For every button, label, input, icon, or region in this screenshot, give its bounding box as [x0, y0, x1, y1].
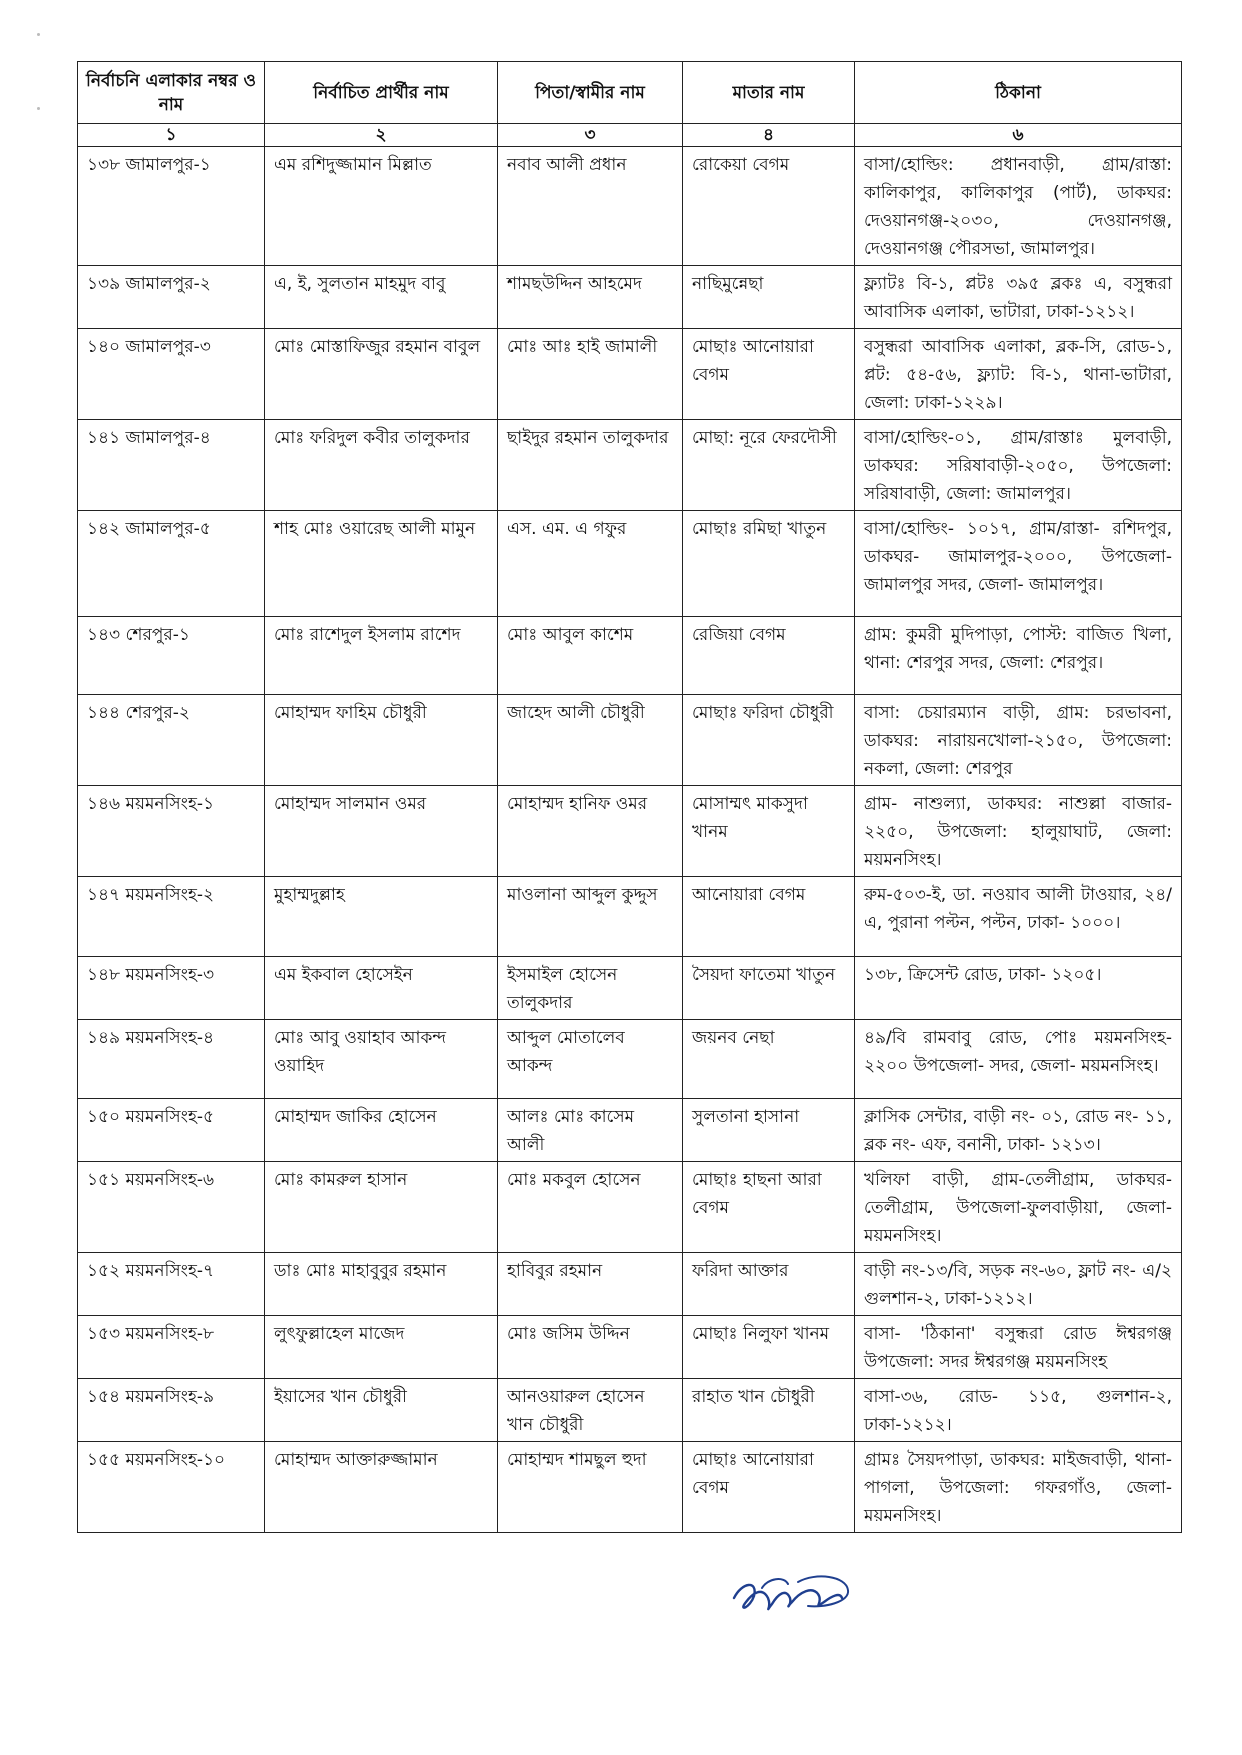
address-cell: বাসা- 'ঠিকানা' বসুন্ধরা রোড ঈশ্বরগঞ্জ উপজেলা: সদর ঈশ্বরগঞ্জ ময়মনসিংহ: [855, 1316, 1182, 1379]
candidate-name-cell: এম ইকবাল হোসেইন: [265, 957, 498, 1020]
address-cell: ১৩৮, ক্রিসেন্ট রোড, ঢাকা- ১২০৫।: [855, 957, 1182, 1020]
column-number: ১: [78, 124, 265, 147]
candidate-name-cell: মোঃ ফরিদুল কবীর তালুকদার: [265, 420, 498, 511]
candidate-name-cell: মোঃ রাশেদুল ইসলাম রাশেদ: [265, 617, 498, 695]
constituency-cell: ১৪২ জামালপুর-৫: [78, 511, 265, 617]
mother-name-cell: মোছাঃ রমিছা খাতুন: [683, 511, 855, 617]
candidate-name-cell: শাহ মোঃ ওয়ারেছ আলী মামুন: [265, 511, 498, 617]
table-row: [78, 329, 1182, 420]
constituency-cell: ১৪৬ ময়মনসিংহ-১: [78, 786, 265, 877]
candidate-name-cell: মোহাম্মদ আক্তারুজ্জামান: [265, 1442, 498, 1533]
table-row: [78, 617, 1182, 695]
header-address: ঠিকানা: [855, 62, 1182, 124]
constituency-cell: ১৫৪ ময়মনসিংহ-৯: [78, 1379, 265, 1442]
constituency-cell: ১৪৭ ময়মনসিংহ-২: [78, 877, 265, 957]
header-constituency: নির্বাচনি এলাকার নম্বর ও নাম: [78, 62, 265, 124]
address-cell: ক্লাসিক সেন্টার, বাড়ী নং- ০১, রোড নং- ১১, ব্লক নং- এফ, বনানী, ঢাকা- ১২১৩।: [855, 1099, 1182, 1162]
mother-name-cell: মোসাম্মৎ মাকসুদা খানম: [683, 786, 855, 877]
table-header: [78, 62, 1182, 147]
father-husband-name-cell: নবাব আলী প্রধান: [498, 147, 683, 266]
mother-name-cell: রেজিয়া বেগম: [683, 617, 855, 695]
table-row: [78, 695, 1182, 786]
address-cell: বাসা-৩৬, রোড- ১১৫, গুলশান-২, ঢাকা-১২১২।: [855, 1379, 1182, 1442]
father-husband-name-cell: আনওয়ারুল হোসেন খান চৌধুরী: [498, 1379, 683, 1442]
constituency-cell: ১৫১ ময়মনসিংহ-৬: [78, 1162, 265, 1253]
mother-name-cell: আনোয়ারা বেগম: [683, 877, 855, 957]
address-cell: বাসা: চেয়ারম্যান বাড়ী, গ্রাম: চরভাবনা, ডাকঘর: নারায়নখোলা-২১৫০, উপজেলা: নকলা, জেলা: শেরপুর: [855, 695, 1182, 786]
address-cell: গ্রামঃ সৈয়দপাড়া, ডাকঘর: মাইজবাড়ী, থানা- পাগলা, উপজেলা: গফরগাঁও, জেলা-ময়মনসিংহ।: [855, 1442, 1182, 1533]
mother-name-cell: সুলতানা হাসানা: [683, 1099, 855, 1162]
table-row: [78, 1442, 1182, 1533]
father-husband-name-cell: ছাইদুর রহমান তালুকদার: [498, 420, 683, 511]
candidate-name-cell: মোঃ কামরুল হাসান: [265, 1162, 498, 1253]
father-husband-name-cell: আলঃ মোঃ কাসেম আলী: [498, 1099, 683, 1162]
mother-name-cell: জয়নব নেছা: [683, 1020, 855, 1099]
mother-name-cell: ফরিদা আক্তার: [683, 1253, 855, 1316]
mother-name-cell: মোছাঃ ফরিদা চৌধুরী: [683, 695, 855, 786]
mother-name-cell: রোকেয়া বেগম: [683, 147, 855, 266]
candidate-name-cell: ডাঃ মোঃ মাহাবুবুর রহমান: [265, 1253, 498, 1316]
candidate-name-cell: ইয়াসের খান চৌধুরী: [265, 1379, 498, 1442]
constituency-cell: ১৪৪ শেরপুর-২: [78, 695, 265, 786]
mother-name-cell: মোছা: নূরে ফেরদৌসী: [683, 420, 855, 511]
father-husband-name-cell: এস. এম. এ গফুর: [498, 511, 683, 617]
address-cell: গ্রাম: কুমরী মুদিপাড়া, পোস্ট: বাজিত খিলা, থানা: শেরপুর সদর, জেলা: শেরপুর।: [855, 617, 1182, 695]
constituency-cell: ১৫০ ময়মনসিংহ-৫: [78, 1099, 265, 1162]
table-row: [78, 147, 1182, 266]
candidate-name-cell: মোহাম্মদ ফাহিম চৌধুরী: [265, 695, 498, 786]
address-cell: ফ্ল্যাটঃ বি-১, প্লটঃ ৩৯৫ ব্লকঃ এ, বসুন্ধরা আবাসিক এলাকা, ভাটারা, ঢাকা-১২১২।: [855, 266, 1182, 329]
scan-speck: [37, 107, 40, 110]
table-row: [78, 1379, 1182, 1442]
candidate-name-cell: লুৎফুল্লাহেল মাজেদ: [265, 1316, 498, 1379]
father-husband-name-cell: হাবিবুর রহমান: [498, 1253, 683, 1316]
table-row: [78, 957, 1182, 1020]
constituency-cell: ১৪১ জামালপুর-৪: [78, 420, 265, 511]
header-row: [78, 62, 1182, 124]
father-husband-name-cell: মোঃ আবুল কাশেম: [498, 617, 683, 695]
table-row: [78, 1099, 1182, 1162]
candidate-name-cell: মুহাম্মদুল্লাহ: [265, 877, 498, 957]
father-husband-name-cell: শামছউদ্দিন আহমেদ: [498, 266, 683, 329]
mother-name-cell: রাহাত খান চৌধুরী: [683, 1379, 855, 1442]
father-husband-name-cell: ইসমাইল হোসেন তালুকদার: [498, 957, 683, 1020]
table-row: [78, 1253, 1182, 1316]
handwritten-signature: [728, 1568, 858, 1628]
table-row: [78, 1162, 1182, 1253]
table-row: [78, 511, 1182, 617]
mother-name-cell: মোছাঃ আনোয়ারা বেগম: [683, 1442, 855, 1533]
column-number: ২: [265, 124, 498, 147]
constituency-cell: ১৩৯ জামালপুর-২: [78, 266, 265, 329]
father-husband-name-cell: মোহাম্মদ শামছুল হুদা: [498, 1442, 683, 1533]
table-row: [78, 420, 1182, 511]
table-row: [78, 1316, 1182, 1379]
address-cell: ৪৯/বি রামবাবু রোড, পোঃ ময়মনসিংহ- ২২০০ উপজেলা- সদর, জেলা- ময়মনসিংহ।: [855, 1020, 1182, 1099]
scan-speck: [37, 33, 40, 36]
address-cell: বাসা/হোল্ডিং- ১০১৭, গ্রাম/রাস্তা- রশিদপুর, ডাকঘর- জামালপুর-২০০০, উপজেলা- জামালপুর সদর, জেলা- জামালপুর।: [855, 511, 1182, 617]
table-row: [78, 877, 1182, 957]
table-body: [78, 147, 1182, 1533]
candidate-name-cell: মোহাম্মদ জাকির হোসেন: [265, 1099, 498, 1162]
mother-name-cell: সৈয়দা ফাতেমা খাতুন: [683, 957, 855, 1020]
address-cell: বসুন্ধরা আবাসিক এলাকা, ব্লক-সি, রোড-১, প্লট: ৫৪-৫৬, ফ্ল্যাট: বি-১, থানা-ভাটারা, জেলা: ঢাকা-১২২৯।: [855, 329, 1182, 420]
father-husband-name-cell: মোহাম্মদ হানিফ ওমর: [498, 786, 683, 877]
father-husband-name-cell: জাহেদ আলী চৌধুরী: [498, 695, 683, 786]
constituency-cell: ১৫২ ময়মনসিংহ-৭: [78, 1253, 265, 1316]
address-cell: গ্রাম- নাশুল্যা, ডাকঘর: নাশুল্লা বাজার- ২২৫০, উপজেলা: হালুয়াঘাট, জেলা: ময়মনসিংহ।: [855, 786, 1182, 877]
father-husband-name-cell: মোঃ জসিম উদ্দিন: [498, 1316, 683, 1379]
constituency-cell: ১৫৩ ময়মনসিংহ-৮: [78, 1316, 265, 1379]
table-row: [78, 786, 1182, 877]
column-number: ৩: [498, 124, 683, 147]
father-husband-name-cell: আব্দুল মোতালেব আকন্দ: [498, 1020, 683, 1099]
constituency-cell: ১৪৩ শেরপুর-১: [78, 617, 265, 695]
address-cell: খলিফা বাড়ী, গ্রাম-তেলীগ্রাম, ডাকঘর- তেলীগ্রাম, উপজেলা-ফুলবাড়ীয়া, জেলা- ময়মনসিংহ।: [855, 1162, 1182, 1253]
header-mother-name: মাতার নাম: [683, 62, 855, 124]
column-number: ৪: [683, 124, 855, 147]
constituency-cell: ১৩৮ জামালপুর-১: [78, 147, 265, 266]
constituency-cell: ১৪০ জামালপুর-৩: [78, 329, 265, 420]
father-husband-name-cell: মোঃ আঃ হাই জামালী: [498, 329, 683, 420]
column-number-row: [78, 124, 1182, 147]
candidate-name-cell: মোঃ আবু ওয়াহাব আকন্দ ওয়াহিদ: [265, 1020, 498, 1099]
candidate-name-cell: এম রশিদুজ্জামান মিল্লাত: [265, 147, 498, 266]
table-row: [78, 1020, 1182, 1099]
table-row: [78, 266, 1182, 329]
mother-name-cell: মোছাঃ আনোয়ারা বেগম: [683, 329, 855, 420]
father-husband-name-cell: মোঃ মকবুল হোসেন: [498, 1162, 683, 1253]
mother-name-cell: মোছাঃ হাছনা আরা বেগম: [683, 1162, 855, 1253]
header-candidate-name: নির্বাচিত প্রার্থীর নাম: [265, 62, 498, 124]
address-cell: বাসা/হোল্ডিং-০১, গ্রাম/রাস্তাঃ মুলবাড়ী, ডাকঘর: সরিষাবাড়ী-২০৫০, উপজেলা: সরিষাবাড়ী, জেলা: জামালপুর।: [855, 420, 1182, 511]
candidate-name-cell: মোহাম্মদ সালমান ওমর: [265, 786, 498, 877]
column-number: ৬: [855, 124, 1182, 147]
constituency-cell: ১৫৫ ময়মনসিংহ-১০: [78, 1442, 265, 1533]
address-cell: বাড়ী নং-১৩/বি, সড়ক নং-৬০, ফ্লাট নং- এ/২ গুলশান-২, ঢাকা-১২১২।: [855, 1253, 1182, 1316]
constituency-cell: ১৪৮ ময়মনসিংহ-৩: [78, 957, 265, 1020]
candidate-name-cell: এ, ই, সুলতান মাহমুদ বাবু: [265, 266, 498, 329]
header-father-husband-name: পিতা/স্বামীর নাম: [498, 62, 683, 124]
address-cell: বাসা/হোল্ডিং: প্রধানবাড়ী, গ্রাম/রাস্তা: কালিকাপুর, কালিকাপুর (পার্ট), ডাকঘর: দেওয়ানগঞ্জ-২০৩০, দেওয়ানগঞ্জ, দেওয়ানগঞ্জ পৌরসভা, জামালপুর।: [855, 147, 1182, 266]
candidate-name-cell: মোঃ মোস্তাফিজুর রহমান বাবুল: [265, 329, 498, 420]
father-husband-name-cell: মাওলানা আব্দুল কুদ্দুস: [498, 877, 683, 957]
mother-name-cell: নাছিমুন্নেছা: [683, 266, 855, 329]
constituency-cell: ১৪৯ ময়মনসিংহ-৪: [78, 1020, 265, 1099]
elected-candidates-table: [77, 61, 1182, 1533]
mother-name-cell: মোছাঃ নিলুফা খানম: [683, 1316, 855, 1379]
address-cell: রুম-৫০৩-ই, ডা. নওয়াব আলী টাওয়ার, ২৪/এ, পুরানা পল্টন, পল্টন, ঢাকা- ১০০০।: [855, 877, 1182, 957]
